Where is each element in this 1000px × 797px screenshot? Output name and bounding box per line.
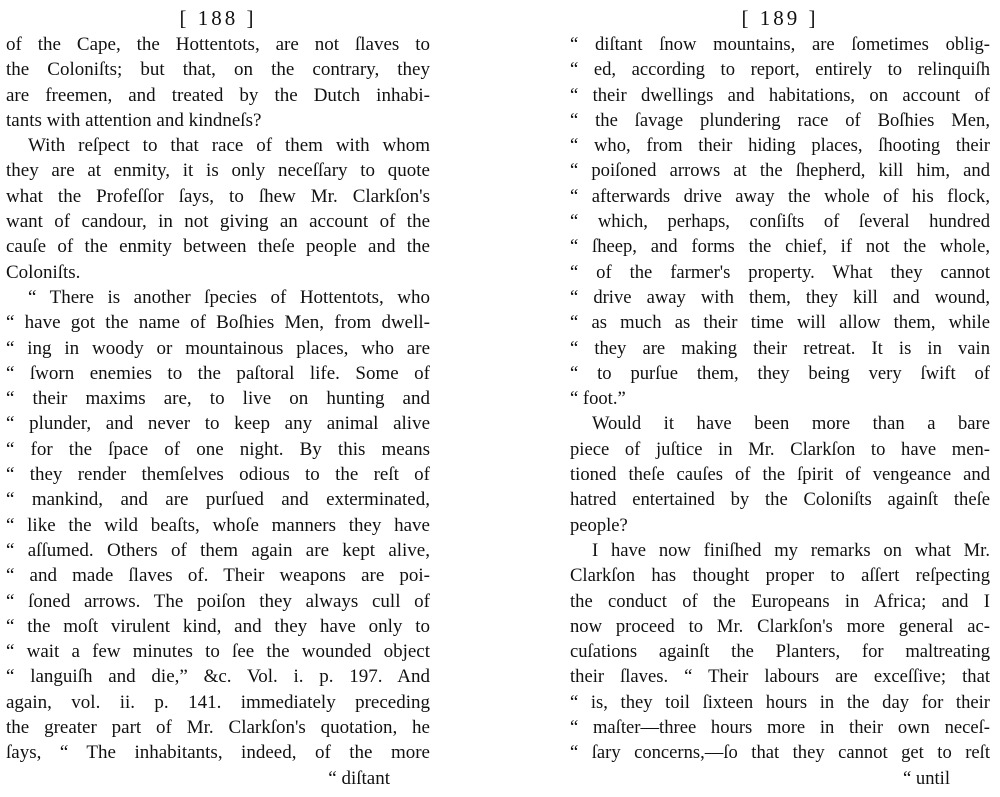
text-line: hatred entertained by the Coloniſts againſt theſe bbox=[570, 489, 990, 511]
text-line: “ ing in woody or mountainous places, who are bbox=[6, 337, 430, 359]
text-line: “ they are making their retreat. It is in vain bbox=[570, 337, 990, 359]
text-line: “ the moſt virulent kind, and they have only to bbox=[6, 615, 430, 637]
text-line: “ have got the name of Boſhies Men, from dwell- bbox=[6, 312, 430, 334]
text-line: “ ſheep, and forms the chief, if not the whole, bbox=[570, 236, 990, 258]
text-line: I have now finiſhed my remarks on what Mr. bbox=[592, 539, 990, 561]
text-line: “ their dwellings and habitations, on account of bbox=[570, 84, 990, 106]
text-line: “ who, from their hiding places, ſhooting their bbox=[570, 135, 990, 157]
text-line: “ afterwards drive away the whole of his flock, bbox=[570, 185, 990, 207]
text-line: “ for the ſpace of one night. By this means bbox=[6, 438, 430, 460]
page-number-right: [ 189 ] bbox=[741, 6, 819, 30]
text-line: “ mankind, and are purſued and exterminated, bbox=[6, 489, 430, 511]
text-line: people? bbox=[570, 514, 628, 536]
text-line: “ until bbox=[903, 767, 950, 789]
text-line: piece of juſtice in Mr. Clarkſon to have men- bbox=[570, 438, 990, 460]
text-line: “ diſtant ſnow mountains, are ſometimes oblig- bbox=[570, 34, 990, 55]
left-page bbox=[6, 0, 430, 797]
right-page bbox=[570, 0, 990, 797]
text-line: the Coloniſts; but that, on the contrary, they bbox=[6, 59, 430, 81]
text-line: “ as much as their time will allow them, while bbox=[570, 312, 990, 334]
text-line: the greater part of Mr. Clarkſon's quotation, he bbox=[6, 717, 430, 739]
text-line: their ſlaves. “ Their labours are exceſſive; that bbox=[570, 666, 990, 688]
text-line: the conduct of the Europeans in Africa; and I bbox=[570, 590, 990, 612]
text-line: “ wait a few minutes to ſee the wounded object bbox=[6, 641, 430, 663]
text-line: “ of the farmer's property. What they cannot bbox=[570, 261, 990, 283]
left-page-text bbox=[6, 32, 430, 791]
text-line: “ poiſoned arrows at the ſhepherd, kill him, and bbox=[570, 160, 990, 182]
text-line: “ diſtant bbox=[328, 767, 390, 789]
text-line: “ their maxims are, to live on hunting and bbox=[6, 388, 430, 410]
text-line: tioned theſe cauſes of the ſpirit of vengeance and bbox=[570, 464, 990, 486]
text-line: “ maſter—three hours more in their own neceſ- bbox=[570, 717, 990, 739]
text-line: of the Cape, the Hottentots, are not ſlaves to bbox=[6, 34, 430, 55]
text-line: “ and made ſlaves of. Their weapons are poi- bbox=[6, 565, 430, 587]
text-line: “ ſoned arrows. The poiſon they always cull of bbox=[6, 590, 430, 612]
text-line: “ to purſue them, they being very ſwift of bbox=[570, 362, 990, 384]
text-line: tants with attention and kindneſs? bbox=[6, 109, 262, 131]
text-line: cuſations againſt the Planters, for maltreating bbox=[570, 641, 990, 663]
text-line: are freemen, and treated by the Dutch inhabi- bbox=[6, 84, 430, 106]
page-number-left: [ 188 ] bbox=[179, 6, 257, 30]
text-line: again, vol. ii. p. 141. immediately preceding bbox=[6, 691, 430, 713]
text-line: With reſpect to that race of them with whom bbox=[28, 135, 430, 157]
text-line: they are at enmity, it is only neceſſary to quote bbox=[6, 160, 430, 182]
text-line: “ aſſumed. Others of them again are kept alive, bbox=[6, 539, 430, 561]
text-line: Clarkſon has thought proper to aſſert reſpecting bbox=[570, 565, 990, 587]
text-line: what the Profeſſor ſays, to ſhew Mr. Clarkſon's bbox=[6, 185, 430, 207]
text-line: “ plunder, and never to keep any animal alive bbox=[6, 413, 430, 435]
text-line: “ the ſavage plundering race of Boſhies Men, bbox=[570, 109, 990, 131]
text-line: Would it have been more than a bare bbox=[592, 413, 990, 435]
text-line: “ foot.” bbox=[570, 388, 626, 410]
right-page-text bbox=[570, 32, 990, 791]
text-line: “ which, perhaps, conſiſts of ſeveral hundred bbox=[570, 211, 990, 233]
text-line: want of candour, in not giving an account of the bbox=[6, 211, 430, 233]
text-line: “ languiſh and die,” &c. Vol. i. p. 197. And bbox=[6, 666, 430, 688]
text-line: “ drive away with them, they kill and wound, bbox=[570, 286, 990, 308]
text-line: now proceed to Mr. Clarkſon's more general ac- bbox=[570, 615, 990, 637]
text-line: “ ſary concerns,—ſo that they cannot get to reſt bbox=[570, 742, 990, 764]
text-line: “ they render themſelves odious to the reſt of bbox=[6, 464, 430, 486]
text-line: “ like the wild beaſts, whoſe manners they have bbox=[6, 514, 430, 536]
text-line: “ There is another ſpecies of Hottentots, who bbox=[28, 286, 430, 308]
text-line: cauſe of the enmity between theſe people and the bbox=[6, 236, 430, 258]
text-line: “ ed, according to report, entirely to relinquiſh bbox=[570, 59, 990, 81]
text-line: “ ſworn enemies to the paſtoral life. Some of bbox=[6, 362, 430, 384]
text-line: “ is, they toil ſixteen hours in the day for their bbox=[570, 691, 990, 713]
text-line: ſays, “ The inhabitants, indeed, of the more bbox=[6, 742, 430, 764]
text-line: Coloniſts. bbox=[6, 261, 81, 283]
